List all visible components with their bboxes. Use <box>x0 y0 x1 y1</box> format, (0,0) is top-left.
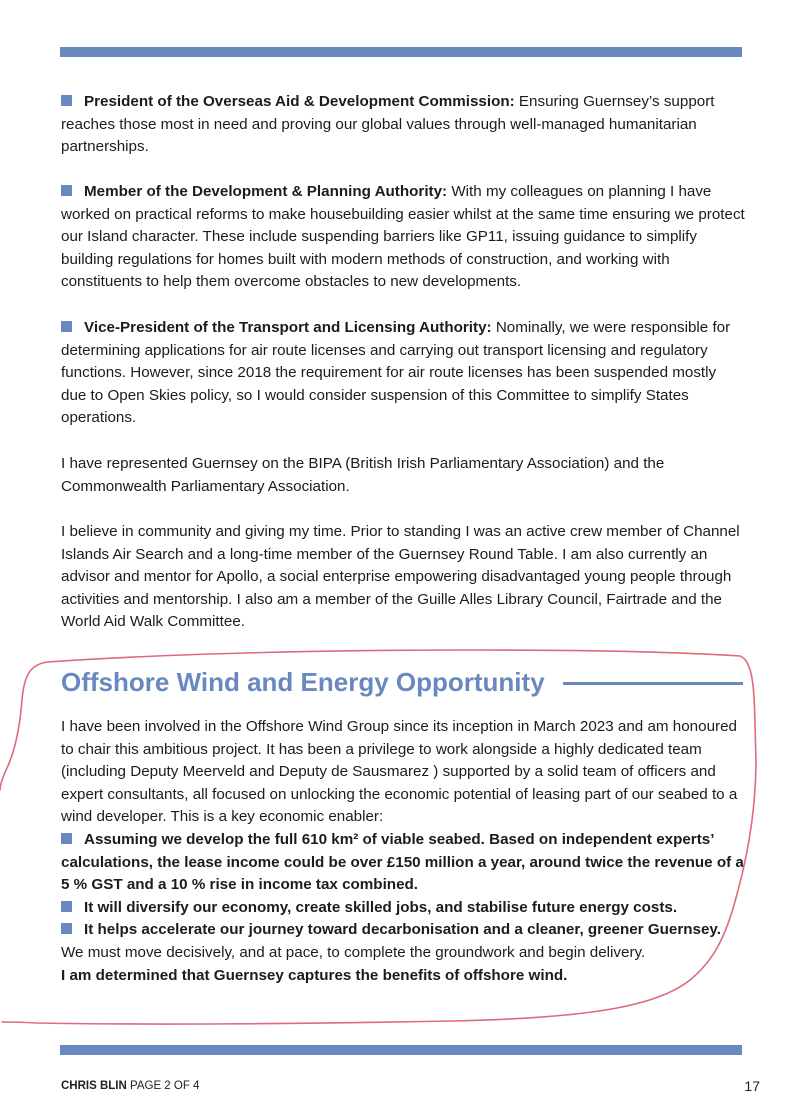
role-title: President of the Overseas Aid & Development Commission: <box>84 93 515 110</box>
bottom-rule <box>60 1045 742 1055</box>
role-title: Member of the Development & Planning Authority: <box>84 183 448 200</box>
section-intro: I have been involved in the Offshore Wind Group since its inception in March 2023 and am honoured to chair this ambitious project. It has been a privilege to work alongside a highly dedicated team (including Deputy Meerveld and Deputy de Sausmarez ) supported by a solid team of officers and expert consultants, all focused on unlocking the economic potential of leasing part of our seabed to a wind developer. This is a key economic enabler: <box>61 718 738 826</box>
paragraph-text: I believe in community and giving my time. Prior to standing I was an active crew member of Channel Islands Air Search and a long-time member of the Guernsey Round Table. I am also currently an advisor and mentor for Apollo, a social enterprise empowering disadvantaged young people through activities and mentorship. I also am a member of the Guille Alles Library Council, Fairtrade and the World Aid Walk Committee. <box>61 523 740 631</box>
bullet-text: It will diversify our economy, create skilled jobs, and stabilise future energy costs. <box>84 898 678 916</box>
section-title: Offshore Wind and Energy Opportunity <box>61 666 545 697</box>
closing-bold-statement: I am determined that Guernsey captures the benefits of offshore wind. <box>61 966 568 984</box>
author-name: CHRIS BLIN <box>61 1080 127 1092</box>
paragraph-text: I have represented Guernsey on the BIPA (British Irish Parliamentary Association) and the Commonwealth Parliamentary Association. <box>61 455 665 495</box>
closing-statement: We must move decisively, and at pace, to complete the groundwork and begin delivery. <box>61 943 646 961</box>
role-title: Vice-President of the Transport and Licensing Authority: <box>84 319 492 336</box>
bullet-text: Assuming we develop the full 610 km² of viable seabed. Based on independent experts’ calculations, the lease income could be over £150 million a year, around twice the revenue of a 5 % GST and a 10 % rise in income tax combined. <box>61 830 744 894</box>
role-description: Nominally, we were responsible for determining applications for air route licenses and carrying out transport licensing and regulatory functions. However, since 2018 the requirement for air route licenses has been suspended mostly due to Open Skies policy, so I would consider suspension of this Committee to simplify States operations. <box>61 319 731 427</box>
bullet-text: It helps accelerate our journey toward decarbonisation and a cleaner, greener Guernsey. <box>84 921 721 939</box>
page-number: 17 <box>744 1078 760 1094</box>
role-description: With my colleagues on planning I have worked on practical reforms to make housebuilding easier whilst at the same time ensuring we protect our Island character. These include suspending barriers like GP11, issuing guidance to simplify building regulations for homes built with modern methods of construction, and working with constituents to help them overcome obstacles to new developments. <box>61 183 745 291</box>
role-description: Ensuring Guernsey’s support reaches those most in need and proving our global values through well-managed humanitarian partnerships. <box>61 93 715 156</box>
page-of-label: PAGE 2 OF 4 <box>126 1080 200 1092</box>
footer-label <box>61 1080 199 1092</box>
